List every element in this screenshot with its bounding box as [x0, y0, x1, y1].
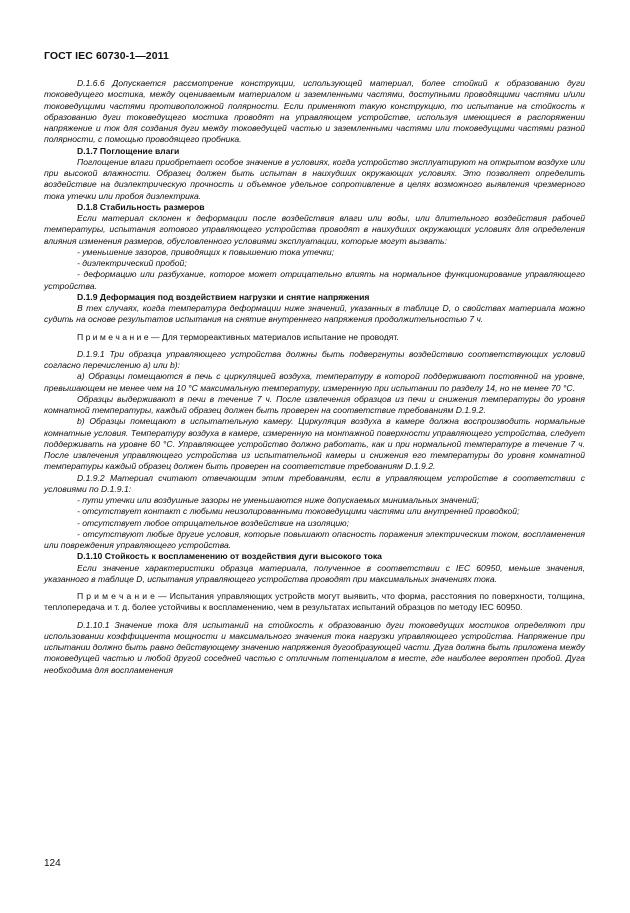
body-paragraph: - отсутствуют любые другие условия, которые повышают опасность поражения электрическим током, воспламенения или повреждения управляющего устройства. [44, 528, 585, 550]
note-paragraph: П р и м е ч а н и е — Испытания управляющих устройств могут выявить, что форма, расстояния по поверхности, толщина, теплопередача и т. д. более устойчивы к воспламенению, чем в результатах испытаний образцов по методу IEC 60950. [44, 591, 585, 613]
body-paragraph: b) Образцы помещают в испытательную камеру. Циркуляция воздуха в камере должна воспроизводить нормальные комнатные условия. Температуру воздуха в камере, измеренную на монтажной поверхности управляющего устройства, следует поддерживать на уровне 60 °С. Управляющее устройство должно работать, как и при нормальной температуре в течение 7 ч. После извлечения управляющего устройства из испытательной камеры и снижения его температуры до уровня комнатной температуры каждый образец должен быть проверен на соответствие требованиям D.1.9.2. [44, 416, 585, 472]
body-paragraph: - отсутствует любое отрицательное воздействие на изоляцию; [77, 517, 350, 528]
body-paragraph: а) Образцы помещаются в печь с циркуляцией воздуха, температуру в которой поддерживают постоянной на уровне, превышающем не менее чем на 10 °С максимальную температуру, измеренную при испытании по разделу 14, но не менее 70 °С. [44, 371, 585, 393]
body-paragraph: - диэлектрический пробой; [77, 258, 187, 268]
body-paragraph: - уменьшение зазоров, приводящих к повышению тока утечки; [77, 246, 335, 257]
body-paragraph: В тех случаях, когда температура деформации ниже значений, указанных в таблице D, о свойствах материала можно судить на основе результатов испытания на снятие внутреннего напряжения продолжительностью 7 ч. [44, 303, 585, 325]
note-paragraph: П р и м е ч а н и е — Для термореактивных материалов испытание не проводят. [77, 331, 399, 342]
section-heading: D.1.8 Стабильность размеров [77, 201, 205, 212]
body-paragraph: - деформацию или разбухание, которое может отрицательно влиять на нормальное функционирование управляющего устройства. [44, 269, 585, 291]
body-paragraph: D.1.10.1 Значение тока для испытаний на стойкость к образованию дуги токоведущих мостиков определяют при использовании коэффициента мощности и максимального значения тока нагрузки управляющего устройства. Напряжение при испытании должно быть равно действующему значению напряжения дугообразующей части. Дуга должна быть приложена между токоведущей частью и любой другой соседней частью с отличным потенциалом в месте, где наиболее вероятен пробой. Дуга необходима для воспламенения [44, 619, 585, 675]
document-body [44, 78, 585, 676]
page-number: 124 [44, 858, 61, 869]
body-paragraph: D.1.9.1 Три образца управляющего устройства должны быть подвергнуты воздействию соответствующих условий согласно перечислению а) или b): [44, 348, 585, 370]
body-paragraph: D.1.6.6 Допускается рассмотрение конструкции, использующей материал, более стойкий к образованию дуги токоведущего мостика, между оцениваемым материалом и заземленными частями, доступными проводящими частями и/или токоведущими частями противоположной полярности. Если применяют такую конструкцию, то испытание на стойкость к образованию дуги токоведущего мостика проводят на управляющем устройстве, используя имеющиеся в распоряжении напряжение и ток для создания дуги между токоведущей частью и заземленными частями или токоведущими частями разной полярности, с помощью проводящего пробника. [44, 78, 585, 145]
document-header: ГОСТ IEC 60730-1—2011 [44, 50, 169, 62]
body-paragraph: - пути утечки или воздушные зазоры не уменьшаются ниже допускаемых минимальных значений; [77, 495, 480, 505]
body-paragraph: Если значение характеристики образца материала, полученное в соответствии с IEC 60950, меньше значения, указанного в таблице D, испытания управляющего устройства проводят при максимальных значениях тока. [44, 562, 585, 584]
section-heading: D.1.7 Поглощение влаги [77, 145, 180, 156]
body-paragraph: - отсутствует контакт с любыми неизолированными токоведущими частями или внутренней проводкой; [77, 506, 520, 517]
section-heading: D.1.10 Стойкость к воспламенению от воздействия дуги высокого тока [77, 551, 382, 562]
body-paragraph: Поглощение влаги приобретает особое значение в условиях, когда устройство эксплуатируют на открытом воздухе или при высокой влажности. Образец должен быть испытан в наихудших окружающих условиях. Это позволяет определить воздействие на диэлектрическую прочность и объемное удельное сопротивление в целях возможного выявления чрезмерного тока утечки или пробоя диэлектрика. [44, 156, 585, 201]
section-heading: D.1.9 Деформация под воздействием нагрузки и снятие напряжения [77, 291, 370, 302]
body-paragraph: Образцы выдерживают в печи в течение 7 ч. После извлечения образцов из печи и снижения температуры до уровня комнатной температуры, каждый образец должен быть проверен на соответствие требованиям D.1.9.2. [44, 393, 585, 415]
body-paragraph: Если материал склонен к деформации после воздействия влаги или воды, или длительного воздействия рабочей температуры, испытания готового управляющего устройства проводят в наихудших окружающих условиях для определения влияния изменения размеров, обусловленного условиями эксплуатации, которые могут вызвать: [44, 213, 585, 246]
body-paragraph: D.1.9.2 Материал считают отвечающим этим требованиям, если в управляющем устройстве в соответствии с условиями по D.1.9.1: [44, 472, 585, 494]
